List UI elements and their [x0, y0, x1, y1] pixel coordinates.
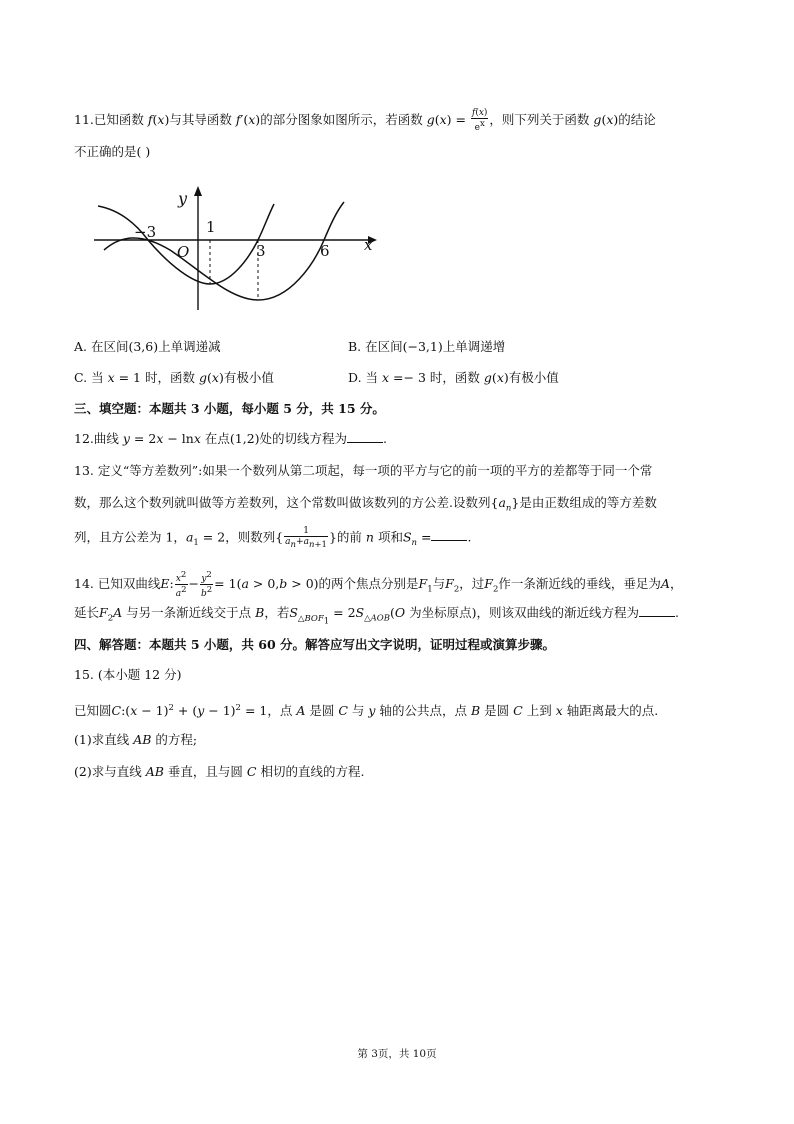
answer-blank [639, 604, 675, 617]
q14-line1: 14. 已知双曲线E: $\frac{x^2}{a^2}$ − $\frac{y^2}{b^2}$ = 1(a > 0,b > 0)的两个焦点分别是$F_1$与$F_2$，过$F_2$作一条渐近线的垂线，垂足为A， [74, 570, 683, 599]
fraction-f-over-ex: $\frac{f(x)}{e^x}$ [471, 108, 488, 133]
section-4-heading: 四、解答题：本题共 5 小题，共 60 分。解答应写出文字说明，证明过程或演算步骤。 [74, 637, 556, 652]
q11-option-a: A. 在区间(3,6)上单调递减 [74, 339, 221, 354]
tick-label-1: 1 [206, 218, 216, 236]
q12: 12.曲线 y = 2x − lnx 在点(1,2)处的切线方程为 . [74, 431, 388, 446]
answer-blank [431, 528, 467, 541]
y-axis-arrow-icon [194, 186, 202, 196]
tick-label-neg3: −3 [134, 223, 157, 241]
tick-label-6: 6 [320, 242, 330, 260]
q11-line2: 不正确的是( ) [74, 144, 151, 159]
q15-part2: (2)求与直线 AB 垂直，且与圆 C 相切的直线的方程. [74, 764, 365, 779]
section-3-heading: 三、填空题：本题共 3 小题，每小题 5 分，共 15 分。 [74, 401, 385, 416]
q11-line1: 11.已知函数 f(x)与其导函数 f′(x)的部分图象如图所示，若函数 g(x) = $\frac{f(x)}{e^x}$ ，则下列关于函数 g(x)的结论 [74, 108, 656, 133]
page-footer: 第 3页，共 10页 [357, 1048, 437, 1060]
q11-option-c: C. 当 x = 1 时，函数 g(x)有极小值 [74, 370, 274, 385]
fraction-1-over-sum: $\frac{1}{a_n+a_{n+1}}$ [285, 526, 327, 550]
q15-part1: (1)求直线 AB 的方程; [74, 732, 198, 747]
q11-option-b: B. 在区间(−3,1)上单调递增 [348, 339, 506, 354]
q13-line3: 列，且方公差为 1，$a_1 = 2$，则数列{ $\frac{1}{a_n+a_{n+1}}$ }的前 n 项和$S_n$ = . [74, 526, 472, 550]
y-axis-label: y [178, 189, 188, 208]
origin-label: O [177, 243, 190, 261]
q15-header: 15. (本小题 12 分) [74, 667, 182, 682]
answer-blank [347, 430, 383, 443]
tick-label-3: 3 [256, 242, 266, 260]
x-axis-label: x [364, 236, 373, 254]
q13-line2: 数，那么这个数列就叫做等方差数列，这个常数叫做该数列的方公差.设数列$\{a_n\}$是由正数组成的等方差数 [74, 495, 657, 514]
q11-option-d: D. 当 x =− 3 时，函数 g(x)有极小值 [348, 370, 559, 385]
curve-function [104, 202, 344, 300]
q13-line1: 13. 定义“等方差数列”:如果一个数列从第二项起，每一项的平方与它的前一项的平方的差都等于同一个常 [74, 463, 653, 478]
function-graph [90, 180, 390, 315]
q14-line2: 延长$F_2A$ 与另一条渐近线交于点 B，若$S_{\triangle BOF_1} = 2S_{\triangle AOB}(O$ 为坐标原点)，则该双曲线的渐近线方程为 . [74, 605, 680, 627]
q15-intro: 已知圆C:(x − $1)^2 + (y - 1)^2 = 1$，点 A 是圆 C 与 y 轴的公共点，点 B 是圆 C 上到 x 轴距离最大的点. [74, 703, 659, 719]
